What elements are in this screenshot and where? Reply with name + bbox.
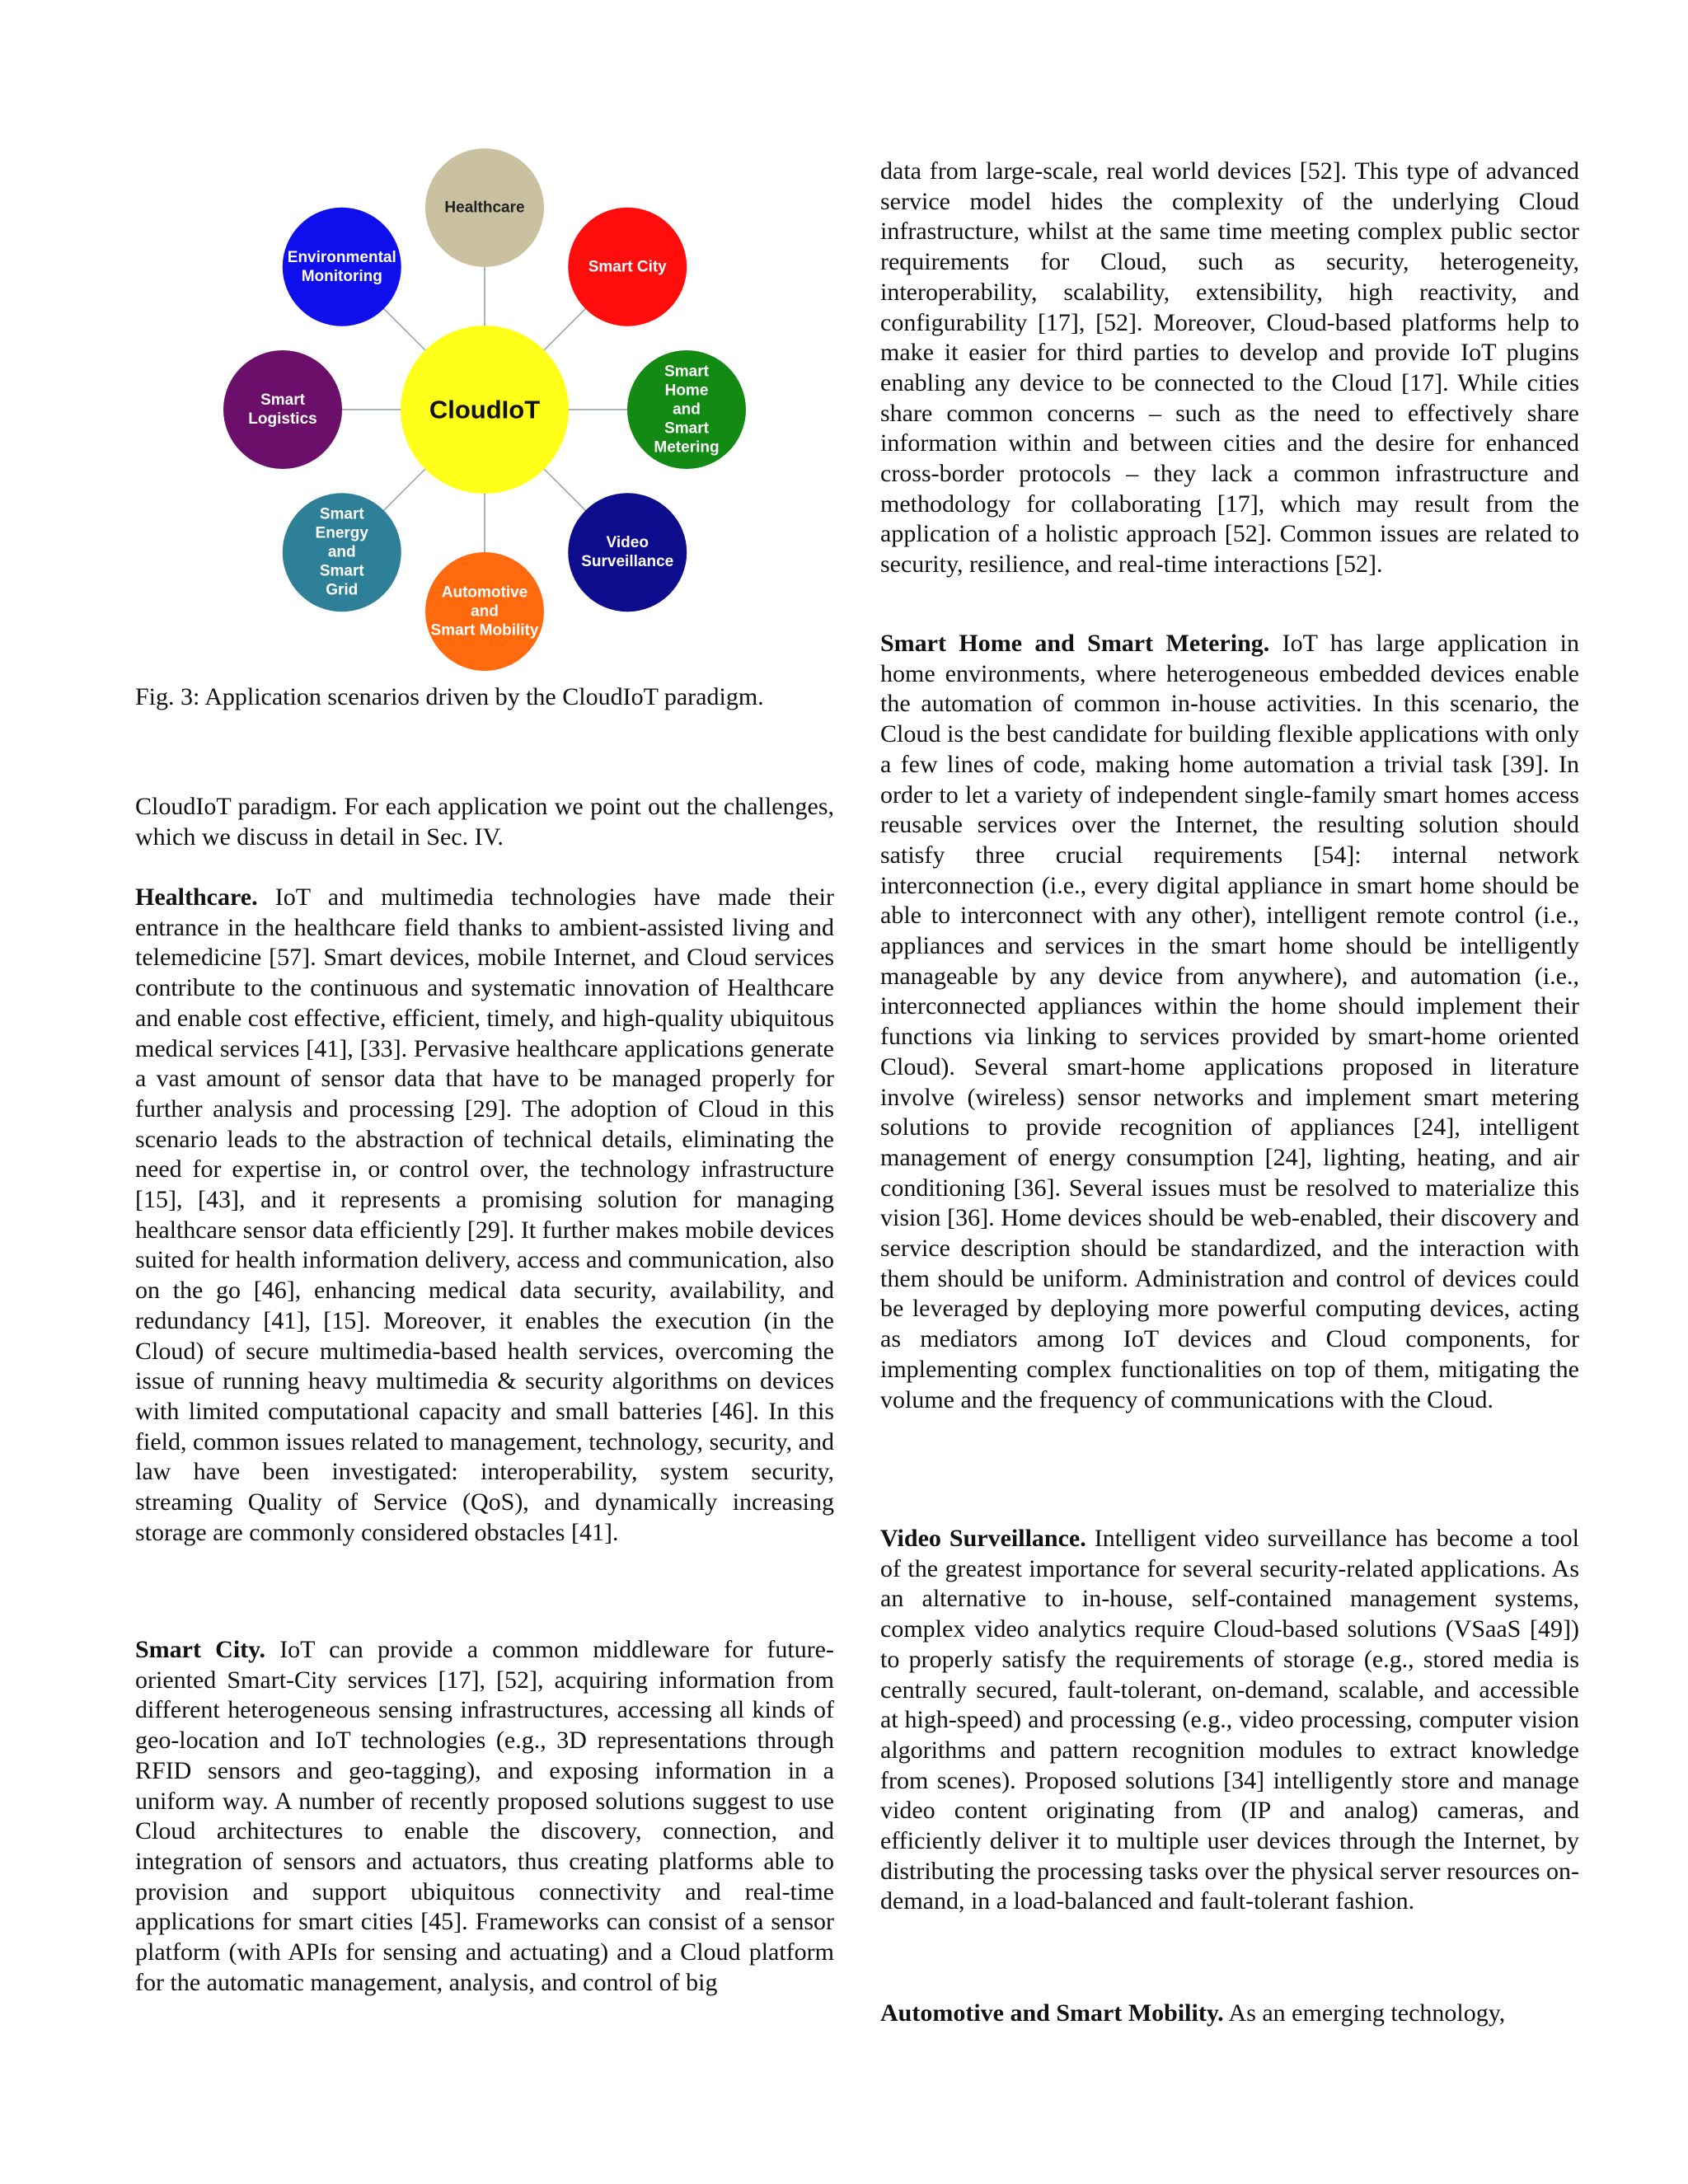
node-label: Smart Mobility — [430, 621, 539, 640]
paragraph-smart-city: Smart City. IoT can provide a common middleware for future-oriented Smart-City services [17], [52], acquiring information from different heterogeneous sensing infrastructures, accessing all kinds of geo-location and IoT technologies (e.g., 3D representations through RFID sensors and geo-tagging), and exposing information in a uniform way. A number of recently proposed solutions suggest to use Cloud architectures to enable the discovery, connection, and integration of sensors and actuators, thus creating platforms able to provision and support ubiquitous connectivity and real-time applications for smart cities [45]. Frameworks can consist of a sensor platform (with APIs for sensing and actuating) and a Cloud platform for the automatic management, analysis, and control of big — [135, 1636, 834, 1996]
node-smart-city — [568, 208, 687, 326]
node-label: and — [471, 602, 499, 621]
hub-label: CloudIoT — [429, 395, 541, 424]
node-label: Logistics — [248, 410, 317, 428]
node-label: Smart — [664, 363, 709, 381]
node-label: Smart — [664, 419, 709, 438]
paragraph-automotive: Automotive and Smart Mobility. As an emerging technology, — [880, 1999, 1506, 2027]
node-label: Monitoring — [301, 267, 382, 285]
node-label: Environmental — [287, 248, 396, 266]
paragraph-intro: CloudIoT paradigm. For each application we point out the challenges, which we discuss in detail in Sec. IV. — [135, 793, 834, 851]
node-smart-home-and-smart-metering — [627, 350, 746, 469]
node-label: and — [327, 543, 356, 561]
node-automotive-and-smart-mobility — [425, 552, 544, 671]
node-circle-smart-logistics — [223, 350, 342, 469]
node-video-surveillance — [568, 493, 687, 612]
node-label: Home — [664, 382, 709, 400]
node-label: Smart — [319, 505, 364, 523]
node-environmental-monitoring — [283, 208, 401, 326]
heading-healthcare: Healthcare. — [135, 883, 258, 911]
node-label: Grid — [326, 581, 359, 599]
paragraph-smart-home: Smart Home and Smart Metering. IoT has large application in home environments, where heterogeneous embedded devices enable the automation of common in-house activities. In this scenario, the Cloud is the best candidate for building flexible applications with only a few lines of code, making home automation a trivial task [39]. In order to let a variety of independent single-family smart homes access reusable services over the Internet, the resulting solution should satisfy three crucial requirements [54]: internal network interconnection (i.e., every digital appliance in smart home should be able to interconnect with any other), intelligent remote control (i.e., appliances and services in the smart home should be intelligently manageable by any device from anywhere), and automation (i.e., interconnected appliances within the home should implement their functions via linking to services provided by smart-home oriented Cloud). Several smart-home applications proposed in literature involve (wireless) sensor networks and implement smart metering solutions to provide recognition of appliances [24], intelligent management of energy consumption [24], lighting, heating, and air conditioning [36]. Several issues must be resolved to materialize this vision [36]. Home devices should be web-enabled, their discovery and service description should be standardized, and the interaction with them should be uniform. Administration and control of devices could be leveraged by deploying more powerful computing devices, acting as mediators among IoT devices and Cloud components, for implementing complex functionalities on top of them, mitigating the volume and the frequency of communications with the Cloud. — [880, 630, 1579, 1413]
node-label: Video — [606, 534, 649, 552]
heading-automotive: Automotive and Smart Mobility. — [880, 1999, 1224, 2027]
node-label: Energy — [315, 524, 368, 542]
paragraph-healthcare: Healthcare. IoT and multimedia technologies have made their entrance in the healthcare field thanks to ambient-assisted living and telemedicine [57]. Smart devices, mobile Internet, and Cloud services contribute to the continuous and systematic innovation of Healthcare and enable cost effective, efficient, timely, and high-quality ubiquitous medical services [41], [33]. Pervasive healthcare applications generate a vast amount of sensor data that have to be managed properly for further analysis and processing [29]. The adoption of Cloud in this scenario leads to the abstraction of technical details, eliminating the need for expertise in, or control over, the technology infrastructure [15], [43], and it represents a promising solution for managing healthcare sensor data efficiently [29]. It further makes mobile devices suited for health information delivery, access and communication, also on the go [46], enhancing medical data security, availability, and redundancy [41], [15]. Moreover, it enables the execution (in the Cloud) of secure multimedia-based health services, overcoming the issue of running heavy multimedia & security algorithms on devices with limited computational capacity and small batteries [46]. In this field, common issues related to management, technology, security, and law have been investigated: interoperability, system security, streaming Quality of Service (QoS), and dynamically increasing storage are commonly considered obstacles [41]. — [135, 883, 834, 1546]
paragraph-video-surveillance: Video Surveillance. Intelligent video surveillance has become a tool of the greatest importance for several security-related applications. As an alternative to in-house, self-contained management systems, complex video analytics require Cloud-based solutions (VSaaS [49]) to properly satisfy the requirements of storage (e.g., stored media is centrally secured, fault-tolerant, on-demand, scalable, and accessible at high-speed) and processing (e.g., video processing, computer vision algorithms and pattern recognition modules to extract knowledge from scenes). Proposed solutions [34] intelligently store and manage video content originating from (IP and analog) cameras, and efficiently deliver it to multiple user devices through the Internet, by distributing the processing tasks over the physical server resources on-demand, in a load-balanced and fault-tolerant fashion. — [880, 1525, 1580, 1915]
node-circle-environmental-monitoring — [283, 208, 401, 326]
node-circle-video-surveillance — [568, 493, 687, 612]
node-label: Automotive — [441, 583, 528, 602]
node-label: Healthcare — [444, 199, 525, 217]
node-label: and — [673, 401, 701, 419]
heading-smart-city: Smart City. — [135, 1636, 265, 1663]
node-smart-energy-and-smart-grid — [283, 493, 401, 612]
heading-video-surveillance: Video Surveillance. — [880, 1525, 1086, 1552]
figure-caption: Fig. 3: Application scenarios driven by the CloudIoT paradigm. — [135, 683, 764, 710]
node-label: Smart — [260, 391, 305, 409]
heading-smart-home: Smart Home and Smart Metering. — [880, 630, 1270, 657]
node-label: Surveillance — [581, 553, 674, 571]
node-label: Metering — [654, 438, 720, 457]
node-label: Smart City — [588, 258, 667, 276]
node-healthcare — [425, 148, 544, 267]
paragraph-smart-city-cont: data from large-scale, real world devices [52]. This type of advanced service model hides the complexity of the underlying Cloud infrastructure, whilst at the same time meeting complex public sector requirements for Cloud, such as security, heterogeneity, interoperability, scalability, extensibility, high reactivity, and configurability [17], [52]. Moreover, Cloud-based platforms help to make it easier for third parties to develop and provide IoT plugins enabling any device to be connected to the Cloud [17]. While cities share common concerns – such as the need to effectively share information within and between cities and the desire for enhanced cross-border protocols – they lack a common infrastructure and methodology for collaborating [17], which may result from the application of a holistic approach [52]. Common issues are related to security, resilience, and real-time interactions [52]. — [880, 157, 1579, 579]
node-label: Smart — [319, 562, 364, 580]
node-smart-logistics — [223, 350, 342, 469]
